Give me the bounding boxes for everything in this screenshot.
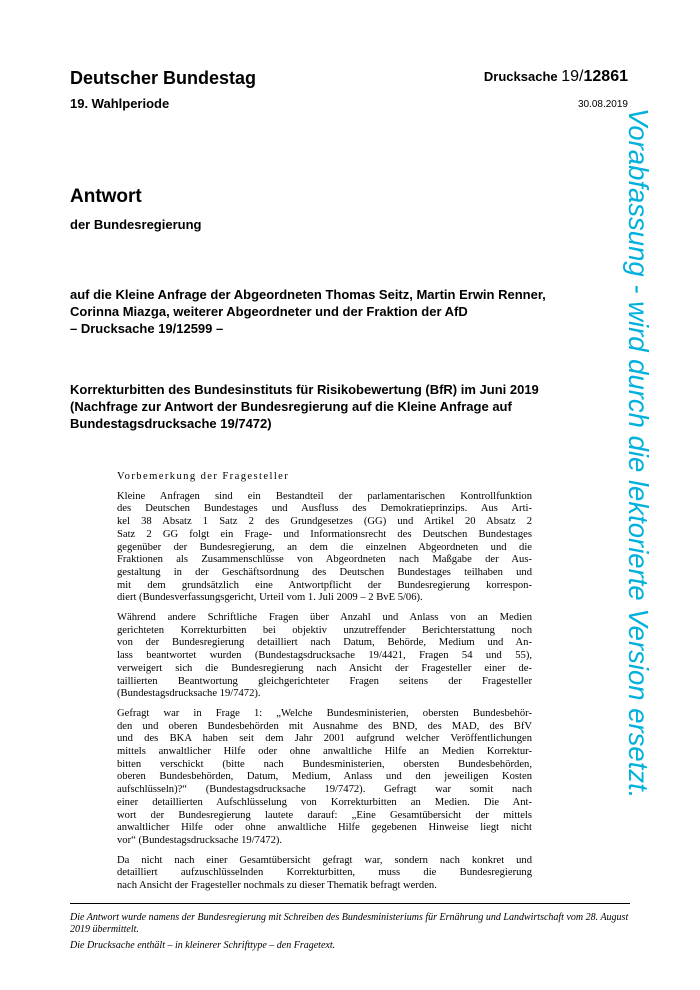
topic-line: Bundestagsdrucksache 19/7472) [70, 416, 272, 431]
footnote: Die Antwort wurde namens der Bundesregierung mit Schreiben des Bundesministeriums für Ernährung und Landwirtschaft vom 28. August 2019 übermittelt. [70, 912, 629, 935]
paragraph-line: Während andere Schriftliche Fragen über Anzahl und Anlass von an Medien [117, 612, 532, 624]
paragraph-line: nach Ansicht der Fragesteller nochmals zu dieser Thematik befragt werden. [117, 880, 437, 892]
paragraph-line: oberen Bundesbehörden, Datum, Medium, Anlass und den jeweiligen Kosten [117, 771, 532, 783]
paragraph-line: vor“ (Bundestagsdrucksache 19/7472). [117, 834, 283, 846]
footnote: Die Drucksache enthält – in kleinerer Schrifttype – den Fragetext. [70, 940, 336, 951]
paragraph-line: diert (Bundesverfassungsgericht, Urteil vom 1. Juli 2009 – 2 BvE 5/06). [117, 592, 423, 604]
election-period: 19. Wahlperiode [70, 96, 170, 111]
paragraph-line: Fraktionen als Zusammenschlüsse von Abgeordneten nach Maßgabe der Aus- [117, 554, 532, 566]
paragraph-line: taillierten Beantwortung gleichgerichteter Fragen seitens der Fragesteller [117, 675, 532, 687]
preliminary-paragraph [117, 708, 532, 848]
paragraph-line: aufschlüsseln)?“ (Bundestagsdrucksache 19/7472). Gefragt war somit nach [117, 784, 532, 796]
drucksache-label: Drucksache [483, 69, 558, 84]
paragraph-line: verweigert sich die Bundesregierung nach Ansicht der Fragesteller einer de- [117, 662, 532, 674]
topic-line: (Nachfrage zur Antwort der Bundesregierung auf die Kleine Anfrage auf [70, 399, 512, 414]
inquiry-topic [70, 381, 630, 432]
preliminary-paragraph [117, 612, 532, 701]
paragraph-line: und des BKA haben seit dem Jahr 2001 aufgrund welcher Veröffentlichungen [117, 733, 532, 745]
paragraph-line: detailliert aufzuschlüsselnden Korrekturbitten, muss die Bundesregierung [117, 867, 532, 879]
paragraph-line: Kleine Anfragen sind ein Bestandteil der parlamentarischen Kontrollfunktion [117, 490, 532, 502]
paragraph-line: mit dem grundsätzlich eine Antwortpflicht der Bundesregierung korrespon- [117, 579, 532, 591]
inquiry-line: auf die Kleine Anfrage der Abgeordneten Thomas Seitz, Martin Erwin Renner, [70, 287, 546, 302]
paragraph-line: mittels anwaltlicher Hilfe oder ohne anwaltliche Hilfe an Medien Korrektur- [117, 746, 532, 758]
paragraph-line: Da nicht nach einer Gesamtübersicht gefragt war, sondern nach konkret und [117, 854, 532, 866]
footnotes [70, 912, 635, 956]
preliminary-paragraph [117, 491, 532, 605]
preliminary-paragraphs [117, 491, 532, 893]
paragraph-line: bitten verschickt (bitte nach Bundesministerien, obersten Bundesbehörden, [117, 758, 532, 770]
drucksache-prefix: 19/ [561, 68, 584, 85]
drucksache-id: 12861 [583, 68, 628, 85]
paragraph-line: Gefragt war in Frage 1: „Welche Bundesministerien, obersten Bundesbehör- [117, 707, 532, 719]
footnote-divider [70, 903, 630, 904]
inquiry-line: – Drucksache 19/12599 – [70, 321, 224, 336]
preliminary-remarks [117, 471, 532, 900]
paragraph-line: (Bundestagsdrucksache 19/7472). [117, 688, 261, 700]
inquiry-line: Corinna Miazga, weiterer Abgeordneter und der Fraktion der AfD [70, 304, 468, 319]
paragraph-line: lass beantwortet wurden (Bundestagsdrucksache 19/4421, Fragen 54 und 55), [117, 650, 532, 662]
paragraph-line: Satz 2 GG folgt ein Frage- und Informationsrecht des Deutschen Bundestages [117, 528, 532, 540]
preliminary-heading: Vorbemerkung der Fragesteller [117, 471, 290, 482]
paragraph-line: gerichteten Korrekturbitten bei objektiv unzutreffender Berichterstattung noch [117, 624, 532, 636]
inquiry-reference [70, 286, 630, 337]
paragraph-line: gegenüber der Bundesregierung, an dem die einzelnen Abgeordneten und die [117, 541, 532, 553]
paragraph-line: gestaltung in der Geschäftsordnung des Deutschen Bundestages teilhaben und [117, 566, 532, 578]
paragraph-line: des Deutschen Bundestages und Ausfluss des Demokratieprinzips. Aus Arti- [117, 503, 532, 515]
document-date: 30.08.2019 [577, 99, 628, 110]
paragraph-line: wort der Bundesregierung lautete darauf: „Eine Gesamtübersicht der mittels [117, 809, 532, 821]
draft-watermark [623, 108, 690, 888]
topic-line: Korrekturbitten des Bundesinstituts für Risikobewertung (BfR) im Juni 2019 [70, 382, 539, 397]
paragraph-line: kel 38 Absatz 1 Satz 2 des Grundgesetzes (GG) und Artikel 20 Absatz 2 [117, 516, 532, 528]
paragraph-line: anwaltlicher Hilfe oder ohne anwaltliche Hilfe gegebenen Hinweise liegt nicht [117, 822, 532, 834]
paragraph-line: von der Bundesregierung detailliert nach Datum, Behörde, Medium und An- [117, 637, 532, 649]
document-subtitle: der Bundesregierung [70, 217, 202, 232]
organization-name: Deutscher Bundestag [70, 68, 257, 88]
paragraph-line: einer detaillierten Aufschlüsselung von Korrekturbitten an Medien. Die Ant- [117, 796, 532, 808]
preliminary-paragraph [117, 855, 532, 893]
drucksache-number [484, 68, 628, 86]
watermark-text: Vorabfassung - wird durch die lektorierte Version ersetzt. [623, 108, 654, 799]
document-title: Antwort [70, 186, 142, 207]
paragraph-line: den und oberen Bundesbehörden mit Ausnahme des BND, des MAD, des BfV [117, 720, 532, 732]
